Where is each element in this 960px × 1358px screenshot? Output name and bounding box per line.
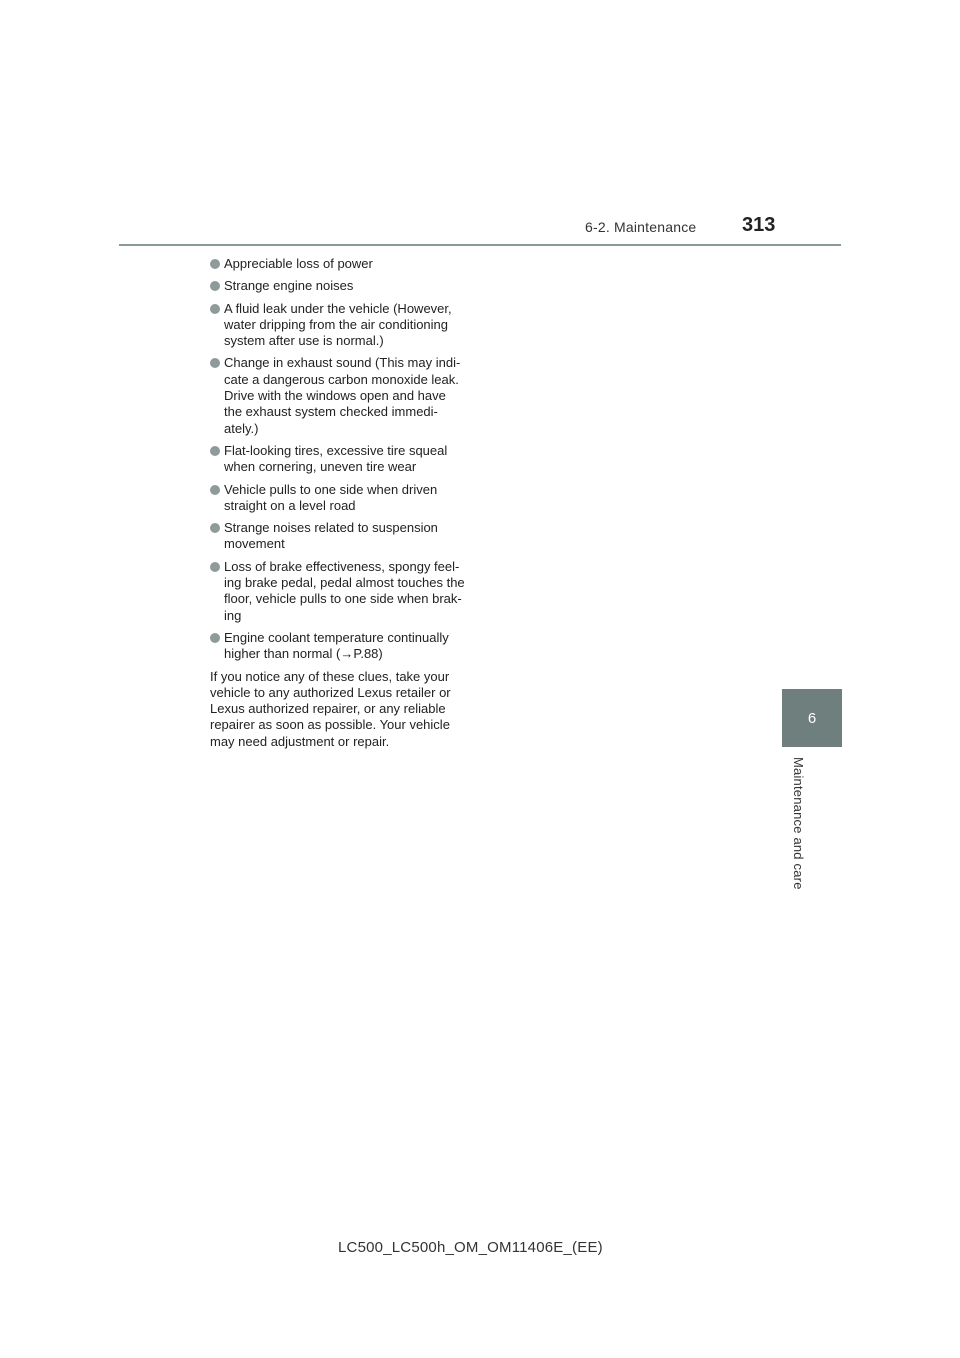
- list-item: [210, 559, 480, 624]
- list-item-text: Vehicle pulls to one side when driven straight on a level road: [224, 481, 438, 513]
- list-item-text: Engine coolant temperature continually higher than normal (→P.88): [224, 629, 449, 662]
- document-code: LC500_LC500h_OM_OM11406E_(EE): [338, 1239, 603, 1256]
- list-item: [210, 301, 480, 350]
- list-item-text: Appreciable loss of power: [224, 256, 373, 271]
- bullet-icon: [210, 523, 220, 533]
- list-item-text: Change in exhaust sound (This may indi- cate a dangerous carbon monoxide leak. Drive with the windows open and have the exhaust system checked immedi- ately.): [224, 355, 461, 436]
- page-content: [210, 256, 480, 750]
- bullet-icon: [210, 259, 220, 269]
- bullet-icon: [210, 562, 220, 572]
- bullet-icon: [210, 281, 220, 291]
- list-item-text: Loss of brake effectiveness, spongy feel- ing brake pedal, pedal almost touches the floor, vehicle pulls to one side when brak- ing: [224, 558, 465, 623]
- list-item: [210, 278, 480, 294]
- list-item: [210, 443, 480, 476]
- list-item: [210, 630, 480, 663]
- list-item-text: Flat-looking tires, excessive tire squeal when cornering, uneven tire wear: [224, 442, 448, 475]
- header-divider: [119, 244, 841, 246]
- advice-paragraph: If you notice any of these clues, take your vehicle to any authorized Lexus retailer or Lexus authorized repairer, or any reliable repairer as soon as possible. Your vehicle may need adjustment or repair.: [210, 668, 451, 749]
- bullet-icon: [210, 358, 220, 368]
- section-title: 6-2. Maintenance: [585, 219, 697, 235]
- list-item-text: Strange engine noises: [224, 278, 354, 294]
- list-item: [210, 482, 480, 515]
- page-number: 313: [742, 214, 776, 236]
- list-item: [210, 256, 480, 272]
- chapter-tab[interactable]: [782, 689, 842, 747]
- bullet-icon: [210, 446, 220, 456]
- bullet-icon: [210, 485, 220, 495]
- chapter-number: 6: [807, 709, 817, 727]
- list-item-text: A fluid leak under the vehicle (However, water dripping from the air conditioning system after use is normal.): [224, 300, 452, 349]
- list-item-text: Strange noises related to suspension movement: [224, 520, 438, 552]
- list-item: [210, 520, 480, 553]
- chapter-title: Maintenance and care: [791, 757, 806, 890]
- warning-signs-list: [210, 256, 480, 663]
- bullet-icon: [210, 633, 220, 643]
- bullet-icon: [210, 304, 220, 314]
- list-item: [210, 355, 480, 436]
